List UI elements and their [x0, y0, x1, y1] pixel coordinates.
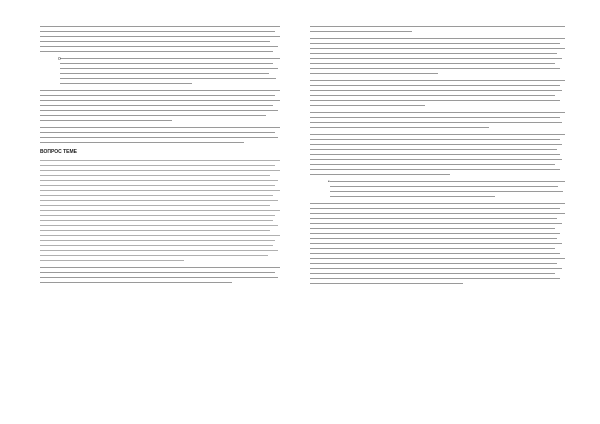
list-item	[50, 58, 280, 84]
section-heading: ВОПРОС ТЕМЕ	[40, 149, 78, 155]
left-column	[40, 26, 280, 289]
italic-paragraph	[40, 160, 280, 261]
paragraph	[40, 26, 280, 52]
paragraph	[310, 80, 565, 106]
paragraph	[310, 203, 565, 284]
paragraph	[310, 26, 565, 32]
paragraph	[40, 127, 280, 143]
right-column	[310, 26, 565, 290]
list-item	[320, 181, 565, 197]
bullet-icon: •	[328, 179, 330, 185]
paragraph	[310, 134, 565, 175]
paragraph	[40, 90, 280, 121]
paragraph	[310, 38, 565, 74]
paragraph	[40, 267, 280, 283]
bullet-icon: o	[58, 56, 61, 62]
paragraph	[310, 112, 565, 128]
